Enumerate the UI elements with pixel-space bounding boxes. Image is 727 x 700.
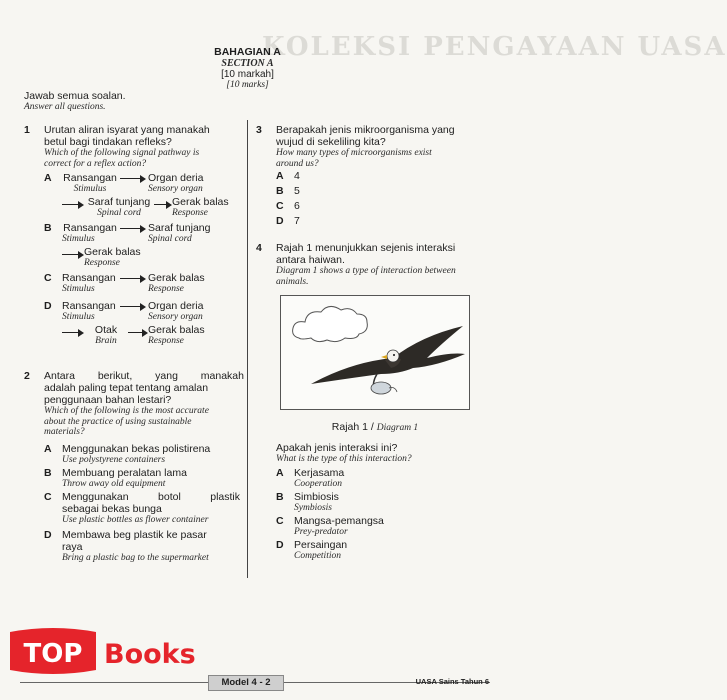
arrow-icon bbox=[128, 329, 148, 337]
option-text-en: Prey-predator bbox=[294, 527, 348, 537]
arrow-icon bbox=[120, 303, 146, 311]
instructions bbox=[24, 90, 126, 113]
signal-box bbox=[84, 246, 150, 269]
question-text-en: Which of the following is the most accurate bbox=[44, 406, 209, 416]
option-text: 7 bbox=[294, 215, 300, 227]
option-d[interactable] bbox=[44, 529, 244, 567]
question-number: 3 bbox=[256, 124, 262, 136]
question-1 bbox=[24, 124, 244, 356]
question-text: adalah paling tepat tentang amalan bbox=[44, 382, 209, 394]
caption-ms: Rajah 1 / bbox=[331, 421, 377, 433]
signal-box bbox=[148, 300, 218, 323]
signal-box bbox=[148, 272, 218, 295]
option-c[interactable] bbox=[276, 200, 336, 214]
option-text-en: Use plastic bottles as flower container bbox=[62, 515, 209, 525]
signal-label-en: Response bbox=[172, 208, 208, 218]
question-text-en: correct for a reflex action? bbox=[44, 158, 147, 169]
question-text: Berapakah jenis mikroorganisma yang bbox=[276, 124, 455, 136]
prey-icon bbox=[371, 382, 391, 394]
option-b[interactable] bbox=[276, 491, 456, 515]
signal-label-en: Stimulus bbox=[62, 234, 95, 244]
option-text: Mangsa-pemangsa bbox=[294, 515, 384, 527]
option-letter: A bbox=[44, 172, 52, 184]
signal-label: Gerak balas bbox=[84, 246, 141, 258]
signal-label: Gerak balas bbox=[172, 196, 229, 208]
section-header bbox=[0, 46, 495, 90]
option-c[interactable] bbox=[276, 515, 456, 539]
arrow-icon bbox=[120, 225, 146, 233]
question-prompt: Apakah jenis interaksi ini? bbox=[276, 442, 398, 454]
signal-label: Otak bbox=[94, 324, 118, 336]
signal-label: Organ deria bbox=[148, 172, 204, 184]
question-text: Rajah 1 menunjukkan sejenis interaksi bbox=[276, 242, 456, 254]
option-letter: D bbox=[276, 539, 284, 551]
option-letter: A bbox=[44, 443, 52, 455]
watermark-text: KOLEKSI PENGAYAAN UASA bbox=[262, 32, 727, 62]
option-letter: D bbox=[276, 215, 284, 227]
option-text: raya bbox=[62, 541, 83, 553]
signal-box bbox=[172, 196, 238, 219]
option-text-en: Throw away old equipment bbox=[62, 479, 166, 489]
option-text-en: Use polystyrene containers bbox=[62, 455, 166, 465]
question-2 bbox=[24, 370, 244, 585]
option-text: 5 bbox=[294, 185, 300, 197]
signal-label: Saraf tunjang bbox=[87, 196, 151, 208]
signal-label-en: Response bbox=[148, 336, 184, 346]
diagram-1 bbox=[280, 295, 470, 410]
option-letter: A bbox=[276, 170, 284, 182]
diagram-caption bbox=[280, 417, 470, 435]
signal-label-en: Sensory organ bbox=[148, 312, 203, 322]
question-text-en: Diagram 1 shows a type of interaction between bbox=[276, 266, 456, 276]
signal-label-en: Sensory organ bbox=[148, 184, 203, 194]
option-letter: C bbox=[44, 491, 52, 503]
instructions-en: Answer all questions. bbox=[24, 102, 106, 112]
option-text: Kerjasama bbox=[294, 467, 345, 479]
question-number: 4 bbox=[256, 242, 262, 254]
cloud-icon bbox=[293, 306, 368, 341]
option-letter: D bbox=[44, 300, 52, 312]
question-text: penggunaan bahan lestari? bbox=[44, 394, 172, 406]
question-number: 1 bbox=[24, 124, 30, 136]
option-text: Membuang peralatan lama bbox=[62, 467, 187, 479]
question-text: Antara berikut, yang manakah bbox=[44, 370, 244, 382]
option-letter: A bbox=[276, 467, 284, 479]
question-text-en: How many types of microorganisms exist bbox=[276, 148, 432, 158]
section-title: BAHAGIAN A bbox=[214, 46, 281, 58]
option-letter: D bbox=[44, 529, 52, 541]
signal-box bbox=[84, 324, 128, 347]
question-text-en: Which of the following signal pathway is bbox=[44, 148, 200, 158]
option-letter: B bbox=[276, 185, 284, 197]
book-title-footer: UASA Sains Tahun 6 bbox=[415, 677, 489, 686]
arrow-icon bbox=[62, 251, 84, 259]
option-text-en: Bring a plastic bag to the supermarket bbox=[62, 553, 209, 563]
signal-label-en: Spinal cord bbox=[148, 234, 192, 244]
option-b[interactable] bbox=[276, 185, 336, 199]
option-letter: C bbox=[276, 200, 284, 212]
option-letter: B bbox=[276, 491, 284, 503]
option-text: sebagai bekas bunga bbox=[62, 503, 162, 515]
question-text-en: animals. bbox=[276, 276, 309, 287]
section-title-en: SECTION A bbox=[221, 58, 274, 69]
question-4 bbox=[256, 242, 486, 292]
option-text: Menggunakan bekas polistirena bbox=[62, 443, 211, 455]
eagle-prey-illustration bbox=[281, 296, 469, 409]
option-c[interactable] bbox=[44, 491, 244, 529]
signal-label: Ransangan bbox=[62, 272, 116, 284]
option-a[interactable] bbox=[276, 467, 456, 491]
question-text: wujud di sekeliling kita? bbox=[276, 136, 386, 148]
signal-label: Gerak balas bbox=[148, 324, 205, 336]
signal-label-en: Brain bbox=[95, 336, 117, 346]
arrow-icon bbox=[120, 275, 146, 283]
question-text-en: materials? bbox=[44, 427, 85, 437]
question-text-en: around us? bbox=[276, 158, 319, 169]
option-d[interactable] bbox=[276, 539, 456, 563]
column-divider bbox=[247, 120, 248, 578]
option-text: 4 bbox=[294, 170, 300, 182]
option-d[interactable] bbox=[276, 215, 336, 229]
signal-box bbox=[62, 172, 118, 195]
option-text-en: Cooperation bbox=[294, 479, 343, 489]
option-letter: B bbox=[44, 467, 52, 479]
option-text-en: Symbiosis bbox=[294, 503, 332, 513]
signal-box bbox=[148, 324, 214, 347]
question-number: 2 bbox=[24, 370, 30, 382]
signal-label-en: Stimulus bbox=[62, 312, 95, 322]
option-text: 6 bbox=[294, 200, 300, 212]
signal-label-en: Stimulus bbox=[73, 184, 107, 194]
signal-label: Organ deria bbox=[148, 300, 204, 312]
question-prompt-en: What is the type of this interaction? bbox=[276, 454, 412, 464]
logo-top-text: TOP bbox=[23, 639, 83, 669]
signal-label: Gerak balas bbox=[148, 272, 205, 284]
signal-box bbox=[148, 172, 214, 195]
signal-label: Ransangan bbox=[63, 172, 117, 184]
option-b[interactable] bbox=[44, 222, 244, 272]
option-a[interactable] bbox=[44, 172, 244, 222]
arrow-icon bbox=[154, 201, 172, 209]
instructions-ms: Jawab semua soalan. bbox=[24, 90, 126, 102]
option-letter: B bbox=[44, 222, 52, 234]
option-b[interactable] bbox=[44, 467, 244, 491]
question-text: Urutan aliran isyarat yang manakah bbox=[44, 124, 210, 136]
signal-box bbox=[62, 272, 118, 295]
option-letter: C bbox=[276, 515, 284, 527]
signal-box bbox=[148, 222, 224, 245]
option-a[interactable] bbox=[276, 170, 336, 184]
marks-label: [10 markah] bbox=[221, 69, 274, 80]
signal-box bbox=[62, 222, 118, 245]
option-text: Persaingan bbox=[294, 539, 348, 551]
signal-label-en: Response bbox=[148, 284, 184, 294]
marks-label-en: [10 marks] bbox=[226, 80, 269, 90]
option-text: Menggunakan botol plastik bbox=[62, 491, 240, 503]
signal-label: Ransangan bbox=[63, 222, 117, 234]
signal-label-en: Stimulus bbox=[62, 284, 95, 294]
question-text: antara haiwan. bbox=[276, 254, 345, 266]
option-text: Membawa beg plastik ke pasar bbox=[62, 529, 207, 541]
question-4-options bbox=[276, 442, 486, 572]
logo-books-text: Books bbox=[104, 639, 196, 670]
arrow-icon bbox=[120, 175, 146, 183]
question-text: betul bagi tindakan refleks? bbox=[44, 136, 172, 148]
arrow-icon bbox=[62, 201, 84, 209]
option-d[interactable] bbox=[44, 300, 244, 350]
option-text: Simbiosis bbox=[294, 491, 339, 503]
topbooks-logo bbox=[8, 626, 196, 676]
question-3 bbox=[256, 124, 486, 234]
option-letter: C bbox=[44, 272, 52, 284]
signal-box bbox=[84, 196, 154, 219]
option-c[interactable] bbox=[44, 272, 244, 298]
page-model-label: Model 4 - 2 bbox=[208, 675, 284, 691]
option-text-en: Competition bbox=[294, 551, 341, 561]
signal-label: Ransangan bbox=[62, 300, 116, 312]
signal-label-en: Response bbox=[84, 258, 120, 268]
signal-label-en: Spinal cord bbox=[97, 208, 141, 218]
signal-box bbox=[62, 300, 118, 323]
signal-label: Saraf tunjang bbox=[148, 222, 211, 234]
caption-en: Diagram 1 bbox=[376, 423, 419, 433]
option-a[interactable] bbox=[44, 443, 244, 467]
arrow-icon bbox=[62, 329, 84, 337]
question-text-en: about the practice of using sustainable bbox=[44, 416, 192, 427]
